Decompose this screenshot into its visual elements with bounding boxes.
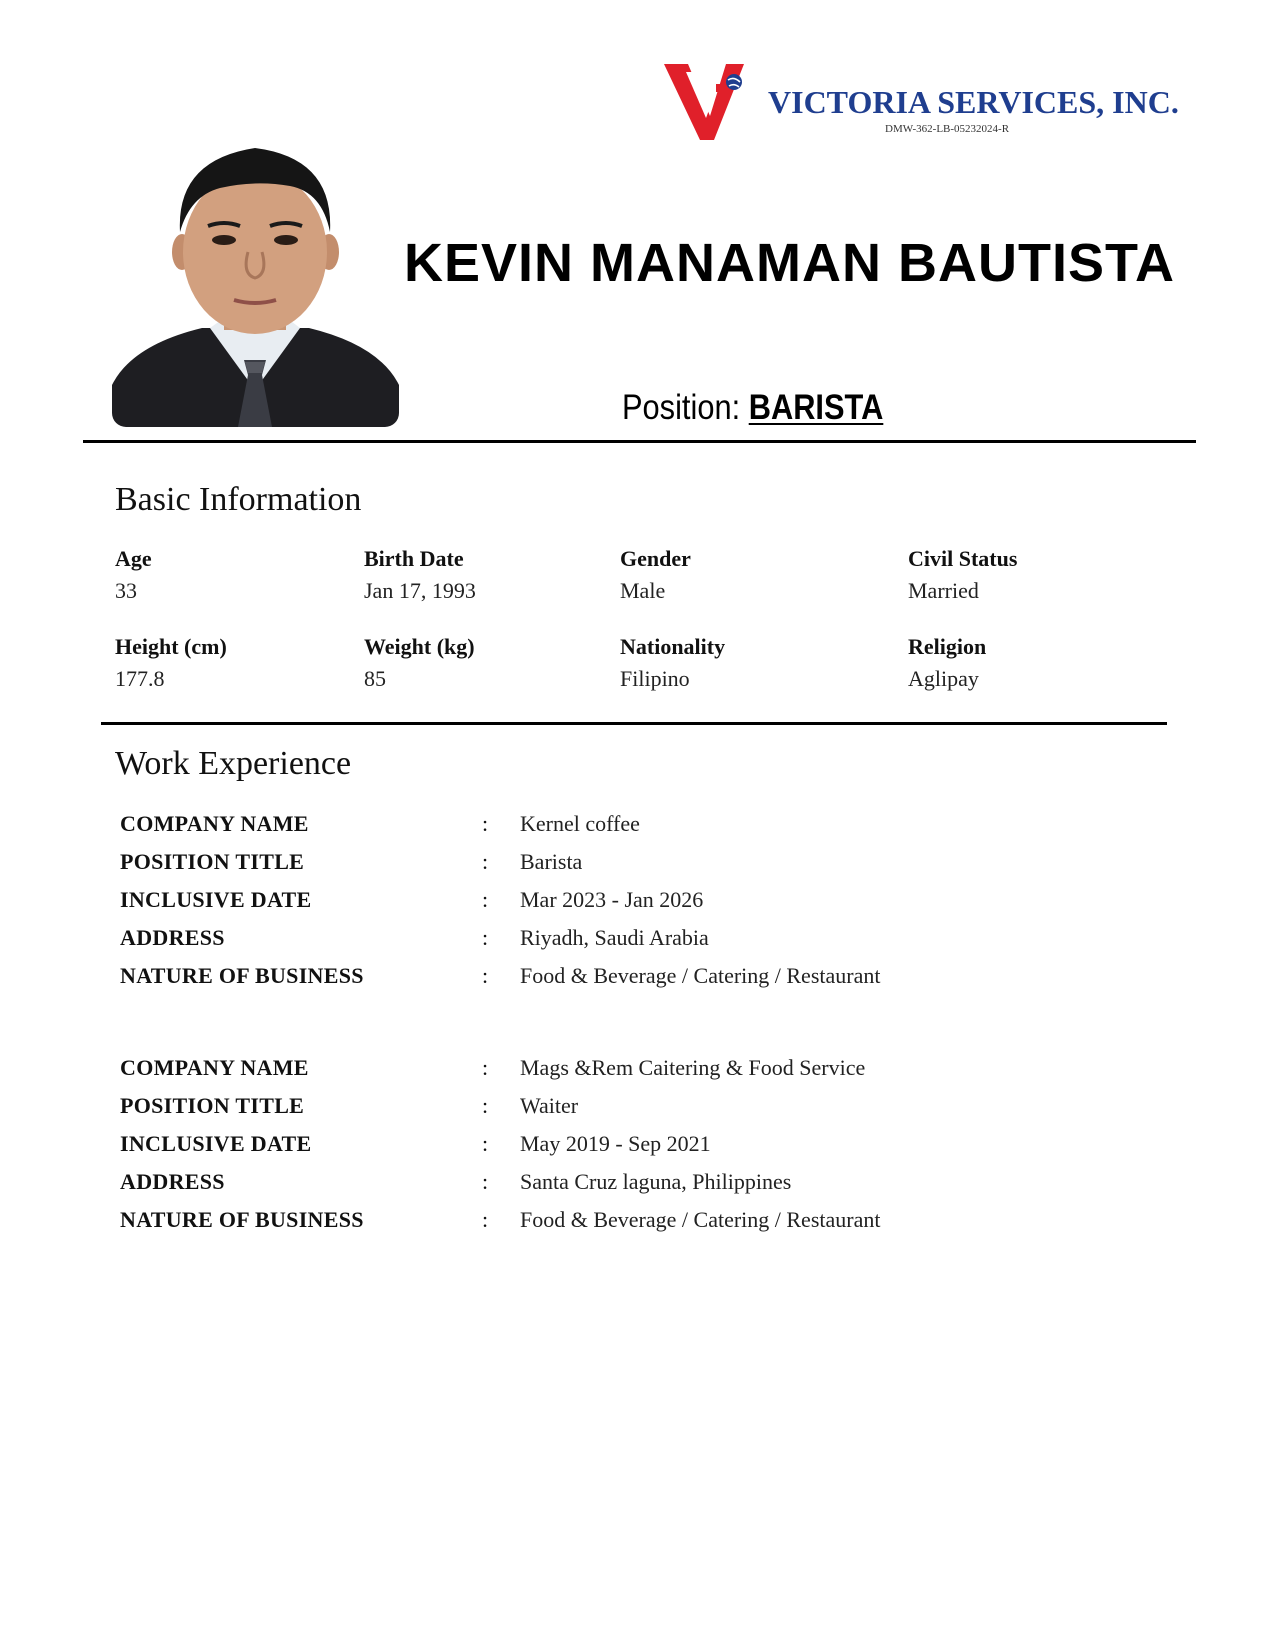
info-height: [115, 634, 227, 692]
work-key: INCLUSIVE DATE: [120, 887, 312, 912]
info-gender: [620, 546, 691, 604]
info-birth-date: [364, 546, 476, 604]
info-label: Height (cm): [115, 634, 227, 659]
info-value: Aglipay: [908, 666, 979, 691]
info-age: [115, 546, 152, 604]
info-value: 177.8: [115, 666, 165, 691]
work-value: Food & Beverage / Catering / Restaurant: [520, 963, 881, 988]
work-value: Riyadh, Saudi Arabia: [520, 925, 709, 950]
info-label: Birth Date: [364, 546, 464, 571]
company-license-number: DMW-362-LB-05232024-R: [885, 123, 1010, 135]
info-value: Jan 17, 1993: [364, 578, 476, 603]
company-logo-icon: [662, 58, 746, 142]
work-value: Santa Cruz laguna, Philippines: [520, 1169, 792, 1194]
info-value: Married: [908, 578, 979, 603]
info-civil-status: [908, 546, 1017, 604]
work-separator: :: [482, 1169, 489, 1194]
info-weight: [364, 634, 475, 692]
work-separator: :: [482, 887, 489, 912]
basic-information-heading: Basic Information: [115, 481, 362, 518]
company-name: VICTORIA SERVICES, INC.: [768, 84, 1179, 120]
work-separator: :: [482, 1055, 489, 1080]
work-key: NATURE OF BUSINESS: [120, 963, 364, 988]
info-label: Gender: [620, 546, 691, 571]
company-block: [768, 84, 1179, 135]
work-value: Waiter: [520, 1093, 579, 1118]
position-label: Position:: [622, 388, 741, 427]
work-key: POSITION TITLE: [120, 1093, 305, 1118]
work-separator: :: [482, 925, 489, 950]
info-religion: [908, 634, 986, 692]
work-value: May 2019 - Sep 2021: [520, 1131, 711, 1156]
work-separator: :: [482, 811, 489, 836]
work-key: ADDRESS: [120, 925, 225, 950]
work-key: COMPANY NAME: [120, 1055, 309, 1080]
info-label: Religion: [908, 634, 987, 659]
info-value: 33: [115, 578, 137, 603]
work-value: Kernel coffee: [520, 811, 640, 836]
work-value: Mar 2023 - Jan 2026: [520, 887, 704, 912]
work-separator: :: [482, 1207, 489, 1232]
candidate-photo: [112, 140, 399, 427]
info-value: Filipino: [620, 666, 690, 691]
work-value: Barista: [520, 849, 583, 874]
work-key: INCLUSIVE DATE: [120, 1131, 312, 1156]
info-value: 85: [364, 666, 386, 691]
work-separator: :: [482, 1131, 489, 1156]
portrait-icon: [112, 140, 399, 427]
header-divider: [83, 440, 1196, 443]
work-key: ADDRESS: [120, 1169, 225, 1194]
info-nationality: [620, 634, 725, 692]
info-label: Civil Status: [908, 546, 1018, 571]
work-separator: :: [482, 849, 489, 874]
info-label: Weight (kg): [364, 634, 475, 659]
work-experience-heading: Work Experience: [115, 745, 352, 782]
candidate-name: KEVIN MANAMAN BAUTISTA: [404, 233, 1175, 293]
position-line: [622, 388, 883, 428]
position-value: BARISTA: [748, 388, 884, 427]
work-value: Mags &Rem Caitering & Food Service: [520, 1055, 866, 1080]
work-key: COMPANY NAME: [120, 811, 309, 836]
work-key: POSITION TITLE: [120, 849, 305, 874]
section-divider: [101, 722, 1167, 725]
work-separator: :: [482, 1093, 489, 1118]
work-value: Food & Beverage / Catering / Restaurant: [520, 1207, 881, 1232]
info-label: Age: [115, 546, 152, 571]
work-key: NATURE OF BUSINESS: [120, 1207, 364, 1232]
info-value: Male: [620, 578, 666, 603]
info-label: Nationality: [620, 634, 726, 659]
work-separator: :: [482, 963, 489, 988]
